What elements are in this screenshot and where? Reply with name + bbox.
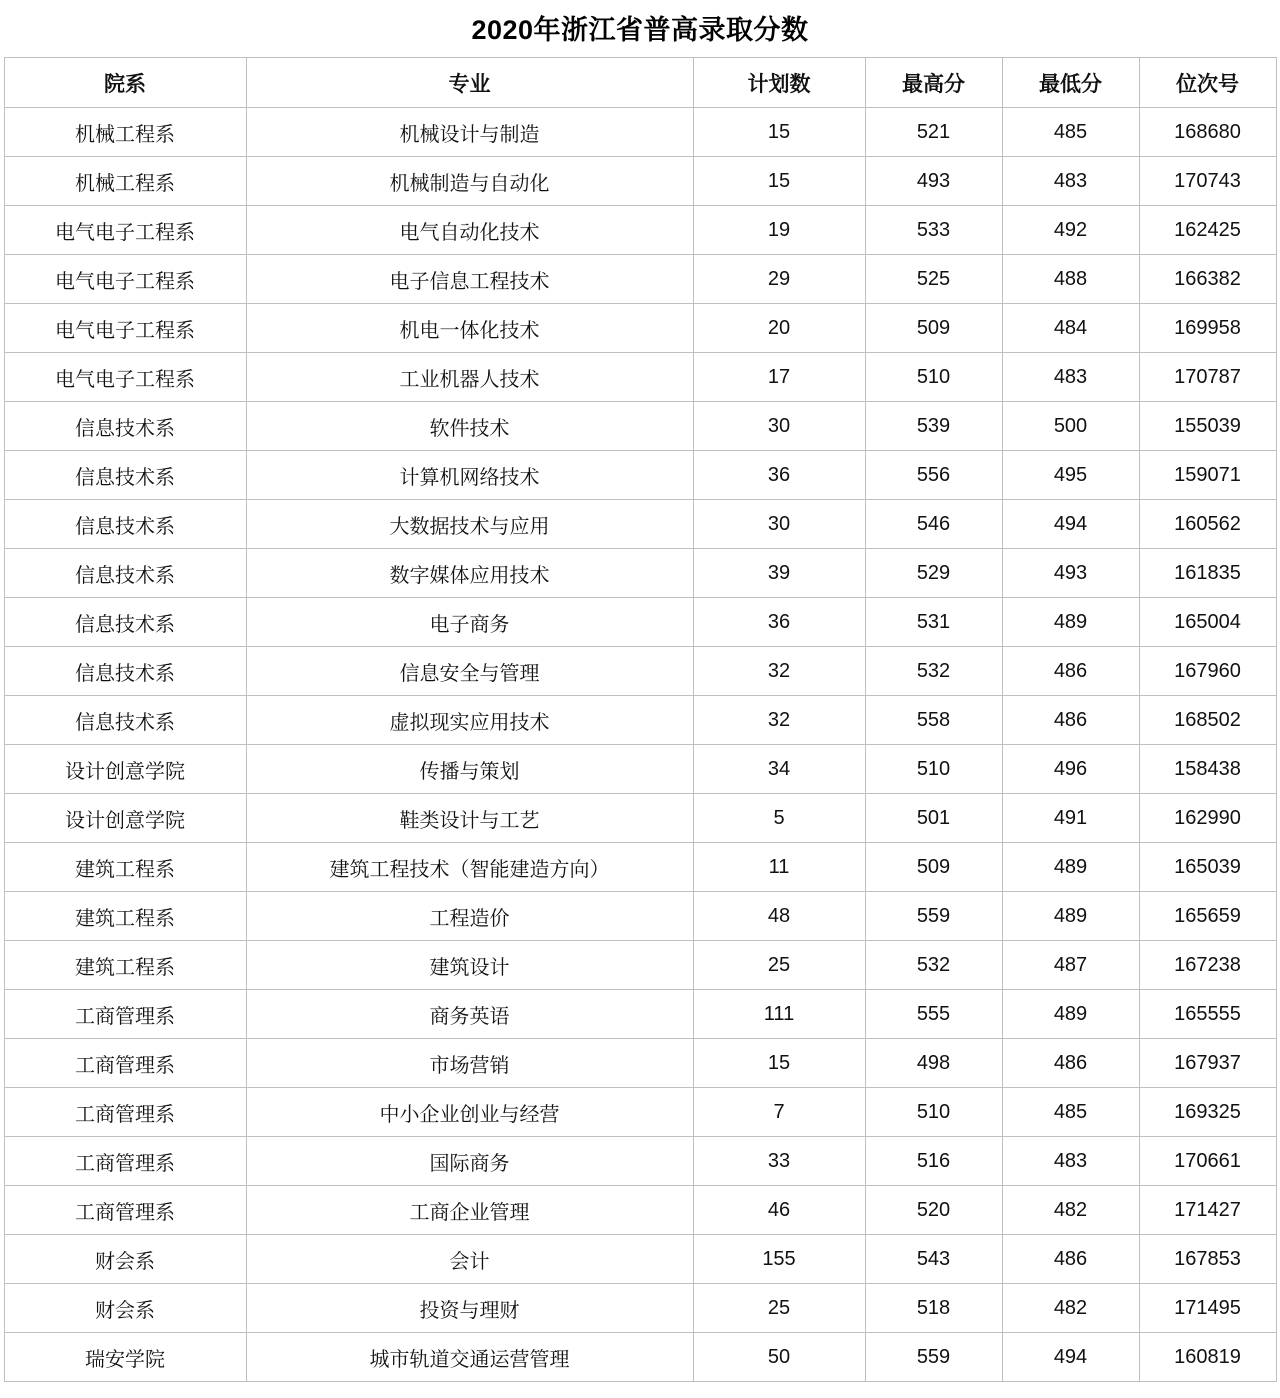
cell-department: 信息技术系 bbox=[4, 696, 246, 745]
table-row bbox=[4, 402, 1276, 451]
column-header-rank-number: 位次号 bbox=[1139, 58, 1276, 108]
cell-major: 会计 bbox=[246, 1235, 693, 1284]
cell-lowest-score: 486 bbox=[1002, 1039, 1139, 1088]
cell-lowest-score: 486 bbox=[1002, 647, 1139, 696]
cell-highest-score: 558 bbox=[865, 696, 1002, 745]
cell-highest-score: 518 bbox=[865, 1284, 1002, 1333]
table-row bbox=[4, 990, 1276, 1039]
cell-rank-number: 162425 bbox=[1139, 206, 1276, 255]
table-row bbox=[4, 1088, 1276, 1137]
cell-major: 建筑工程技术（智能建造方向） bbox=[246, 843, 693, 892]
cell-rank-number: 167960 bbox=[1139, 647, 1276, 696]
table-row bbox=[4, 304, 1276, 353]
cell-major: 机电一体化技术 bbox=[246, 304, 693, 353]
cell-major: 中小企业创业与经营 bbox=[246, 1088, 693, 1137]
cell-lowest-score: 483 bbox=[1002, 1137, 1139, 1186]
cell-rank-number: 168502 bbox=[1139, 696, 1276, 745]
cell-rank-number: 165555 bbox=[1139, 990, 1276, 1039]
cell-major: 大数据技术与应用 bbox=[246, 500, 693, 549]
cell-lowest-score: 493 bbox=[1002, 549, 1139, 598]
cell-department: 设计创意学院 bbox=[4, 794, 246, 843]
cell-highest-score: 539 bbox=[865, 402, 1002, 451]
cell-plan-count: 20 bbox=[693, 304, 865, 353]
table-row bbox=[4, 1333, 1276, 1382]
cell-department: 信息技术系 bbox=[4, 549, 246, 598]
cell-highest-score: 501 bbox=[865, 794, 1002, 843]
table-row bbox=[4, 745, 1276, 794]
table-body bbox=[4, 108, 1276, 1382]
cell-lowest-score: 487 bbox=[1002, 941, 1139, 990]
cell-highest-score: 509 bbox=[865, 843, 1002, 892]
cell-lowest-score: 494 bbox=[1002, 1333, 1139, 1382]
table-row bbox=[4, 206, 1276, 255]
cell-rank-number: 171427 bbox=[1139, 1186, 1276, 1235]
cell-highest-score: 516 bbox=[865, 1137, 1002, 1186]
cell-lowest-score: 489 bbox=[1002, 990, 1139, 1039]
cell-rank-number: 161835 bbox=[1139, 549, 1276, 598]
cell-rank-number: 170787 bbox=[1139, 353, 1276, 402]
cell-rank-number: 165004 bbox=[1139, 598, 1276, 647]
cell-rank-number: 167853 bbox=[1139, 1235, 1276, 1284]
table-row bbox=[4, 647, 1276, 696]
table-row bbox=[4, 1039, 1276, 1088]
cell-major: 信息安全与管理 bbox=[246, 647, 693, 696]
cell-highest-score: 510 bbox=[865, 745, 1002, 794]
cell-lowest-score: 482 bbox=[1002, 1186, 1139, 1235]
table-row bbox=[4, 255, 1276, 304]
cell-rank-number: 166382 bbox=[1139, 255, 1276, 304]
cell-department: 瑞安学院 bbox=[4, 1333, 246, 1382]
cell-highest-score: 509 bbox=[865, 304, 1002, 353]
cell-highest-score: 546 bbox=[865, 500, 1002, 549]
cell-rank-number: 170743 bbox=[1139, 157, 1276, 206]
cell-lowest-score: 485 bbox=[1002, 108, 1139, 157]
cell-major: 鞋类设计与工艺 bbox=[246, 794, 693, 843]
cell-lowest-score: 488 bbox=[1002, 255, 1139, 304]
cell-highest-score: 520 bbox=[865, 1186, 1002, 1235]
cell-major: 商务英语 bbox=[246, 990, 693, 1039]
cell-plan-count: 50 bbox=[693, 1333, 865, 1382]
cell-plan-count: 36 bbox=[693, 451, 865, 500]
cell-lowest-score: 500 bbox=[1002, 402, 1139, 451]
cell-major: 建筑设计 bbox=[246, 941, 693, 990]
cell-major: 机械制造与自动化 bbox=[246, 157, 693, 206]
cell-department: 财会系 bbox=[4, 1284, 246, 1333]
table-row bbox=[4, 157, 1276, 206]
cell-lowest-score: 489 bbox=[1002, 843, 1139, 892]
cell-major: 虚拟现实应用技术 bbox=[246, 696, 693, 745]
cell-department: 电气电子工程系 bbox=[4, 304, 246, 353]
cell-plan-count: 111 bbox=[693, 990, 865, 1039]
cell-department: 财会系 bbox=[4, 1235, 246, 1284]
cell-plan-count: 46 bbox=[693, 1186, 865, 1235]
cell-plan-count: 15 bbox=[693, 108, 865, 157]
cell-rank-number: 160562 bbox=[1139, 500, 1276, 549]
cell-plan-count: 15 bbox=[693, 157, 865, 206]
cell-plan-count: 33 bbox=[693, 1137, 865, 1186]
column-header-plan-count: 计划数 bbox=[693, 58, 865, 108]
cell-major: 工商企业管理 bbox=[246, 1186, 693, 1235]
cell-plan-count: 36 bbox=[693, 598, 865, 647]
column-header-major: 专业 bbox=[246, 58, 693, 108]
table-row bbox=[4, 353, 1276, 402]
cell-highest-score: 532 bbox=[865, 647, 1002, 696]
cell-major: 电子商务 bbox=[246, 598, 693, 647]
cell-department: 建筑工程系 bbox=[4, 892, 246, 941]
table-row bbox=[4, 108, 1276, 157]
cell-highest-score: 521 bbox=[865, 108, 1002, 157]
cell-plan-count: 155 bbox=[693, 1235, 865, 1284]
cell-rank-number: 169958 bbox=[1139, 304, 1276, 353]
cell-department: 信息技术系 bbox=[4, 402, 246, 451]
cell-major: 市场营销 bbox=[246, 1039, 693, 1088]
cell-lowest-score: 491 bbox=[1002, 794, 1139, 843]
cell-highest-score: 510 bbox=[865, 353, 1002, 402]
cell-highest-score: 532 bbox=[865, 941, 1002, 990]
table-row bbox=[4, 500, 1276, 549]
cell-highest-score: 525 bbox=[865, 255, 1002, 304]
column-header-department: 院系 bbox=[4, 58, 246, 108]
cell-department: 工商管理系 bbox=[4, 1088, 246, 1137]
cell-rank-number: 159071 bbox=[1139, 451, 1276, 500]
cell-department: 工商管理系 bbox=[4, 1186, 246, 1235]
cell-highest-score: 555 bbox=[865, 990, 1002, 1039]
cell-lowest-score: 482 bbox=[1002, 1284, 1139, 1333]
cell-rank-number: 171495 bbox=[1139, 1284, 1276, 1333]
cell-major: 软件技术 bbox=[246, 402, 693, 451]
cell-rank-number: 165659 bbox=[1139, 892, 1276, 941]
table-row bbox=[4, 1284, 1276, 1333]
cell-highest-score: 533 bbox=[865, 206, 1002, 255]
cell-rank-number: 168680 bbox=[1139, 108, 1276, 157]
table-header bbox=[4, 58, 1276, 108]
table-row bbox=[4, 598, 1276, 647]
cell-department: 机械工程系 bbox=[4, 157, 246, 206]
cell-department: 信息技术系 bbox=[4, 647, 246, 696]
cell-highest-score: 543 bbox=[865, 1235, 1002, 1284]
cell-rank-number: 155039 bbox=[1139, 402, 1276, 451]
table-row bbox=[4, 1235, 1276, 1284]
cell-lowest-score: 484 bbox=[1002, 304, 1139, 353]
table-row bbox=[4, 696, 1276, 745]
cell-plan-count: 39 bbox=[693, 549, 865, 598]
cell-department: 机械工程系 bbox=[4, 108, 246, 157]
cell-highest-score: 559 bbox=[865, 892, 1002, 941]
cell-rank-number: 167937 bbox=[1139, 1039, 1276, 1088]
cell-plan-count: 5 bbox=[693, 794, 865, 843]
table-row bbox=[4, 794, 1276, 843]
cell-department: 信息技术系 bbox=[4, 598, 246, 647]
cell-highest-score: 498 bbox=[865, 1039, 1002, 1088]
cell-department: 工商管理系 bbox=[4, 990, 246, 1039]
cell-lowest-score: 492 bbox=[1002, 206, 1139, 255]
cell-lowest-score: 494 bbox=[1002, 500, 1139, 549]
cell-rank-number: 160819 bbox=[1139, 1333, 1276, 1382]
cell-plan-count: 15 bbox=[693, 1039, 865, 1088]
cell-plan-count: 34 bbox=[693, 745, 865, 794]
cell-major: 城市轨道交通运营管理 bbox=[246, 1333, 693, 1382]
cell-plan-count: 25 bbox=[693, 1284, 865, 1333]
cell-major: 电子信息工程技术 bbox=[246, 255, 693, 304]
table-row bbox=[4, 1186, 1276, 1235]
cell-lowest-score: 486 bbox=[1002, 696, 1139, 745]
cell-highest-score: 529 bbox=[865, 549, 1002, 598]
cell-department: 电气电子工程系 bbox=[4, 206, 246, 255]
cell-major: 国际商务 bbox=[246, 1137, 693, 1186]
cell-major: 工程造价 bbox=[246, 892, 693, 941]
cell-plan-count: 29 bbox=[693, 255, 865, 304]
table-row bbox=[4, 843, 1276, 892]
cell-plan-count: 30 bbox=[693, 500, 865, 549]
cell-lowest-score: 496 bbox=[1002, 745, 1139, 794]
cell-highest-score: 493 bbox=[865, 157, 1002, 206]
cell-major: 数字媒体应用技术 bbox=[246, 549, 693, 598]
table-header-row bbox=[4, 58, 1276, 108]
cell-rank-number: 165039 bbox=[1139, 843, 1276, 892]
cell-major: 投资与理财 bbox=[246, 1284, 693, 1333]
admission-scores-table bbox=[4, 57, 1277, 1382]
cell-department: 工商管理系 bbox=[4, 1039, 246, 1088]
cell-department: 信息技术系 bbox=[4, 500, 246, 549]
page-title: 2020年浙江省普高录取分数 bbox=[471, 15, 809, 45]
cell-rank-number: 162990 bbox=[1139, 794, 1276, 843]
cell-lowest-score: 486 bbox=[1002, 1235, 1139, 1284]
cell-highest-score: 510 bbox=[865, 1088, 1002, 1137]
cell-plan-count: 19 bbox=[693, 206, 865, 255]
cell-department: 设计创意学院 bbox=[4, 745, 246, 794]
cell-rank-number: 158438 bbox=[1139, 745, 1276, 794]
cell-plan-count: 30 bbox=[693, 402, 865, 451]
cell-plan-count: 7 bbox=[693, 1088, 865, 1137]
cell-plan-count: 32 bbox=[693, 647, 865, 696]
cell-lowest-score: 489 bbox=[1002, 598, 1139, 647]
column-header-highest-score: 最高分 bbox=[865, 58, 1002, 108]
cell-department: 工商管理系 bbox=[4, 1137, 246, 1186]
cell-rank-number: 169325 bbox=[1139, 1088, 1276, 1137]
cell-department: 建筑工程系 bbox=[4, 941, 246, 990]
cell-major: 工业机器人技术 bbox=[246, 353, 693, 402]
cell-major: 电气自动化技术 bbox=[246, 206, 693, 255]
cell-department: 信息技术系 bbox=[4, 451, 246, 500]
cell-lowest-score: 483 bbox=[1002, 157, 1139, 206]
cell-highest-score: 556 bbox=[865, 451, 1002, 500]
cell-department: 电气电子工程系 bbox=[4, 353, 246, 402]
cell-major: 机械设计与制造 bbox=[246, 108, 693, 157]
table-row bbox=[4, 451, 1276, 500]
cell-lowest-score: 489 bbox=[1002, 892, 1139, 941]
cell-rank-number: 167238 bbox=[1139, 941, 1276, 990]
cell-lowest-score: 495 bbox=[1002, 451, 1139, 500]
table-row bbox=[4, 941, 1276, 990]
cell-plan-count: 11 bbox=[693, 843, 865, 892]
cell-highest-score: 559 bbox=[865, 1333, 1002, 1382]
cell-plan-count: 32 bbox=[693, 696, 865, 745]
cell-plan-count: 25 bbox=[693, 941, 865, 990]
cell-major: 计算机网络技术 bbox=[246, 451, 693, 500]
cell-department: 电气电子工程系 bbox=[4, 255, 246, 304]
column-header-lowest-score: 最低分 bbox=[1002, 58, 1139, 108]
cell-department: 建筑工程系 bbox=[4, 843, 246, 892]
cell-lowest-score: 485 bbox=[1002, 1088, 1139, 1137]
table-row bbox=[4, 1137, 1276, 1186]
cell-rank-number: 170661 bbox=[1139, 1137, 1276, 1186]
cell-plan-count: 17 bbox=[693, 353, 865, 402]
cell-lowest-score: 483 bbox=[1002, 353, 1139, 402]
table-row bbox=[4, 549, 1276, 598]
cell-highest-score: 531 bbox=[865, 598, 1002, 647]
cell-major: 传播与策划 bbox=[246, 745, 693, 794]
cell-plan-count: 48 bbox=[693, 892, 865, 941]
table-row bbox=[4, 892, 1276, 941]
